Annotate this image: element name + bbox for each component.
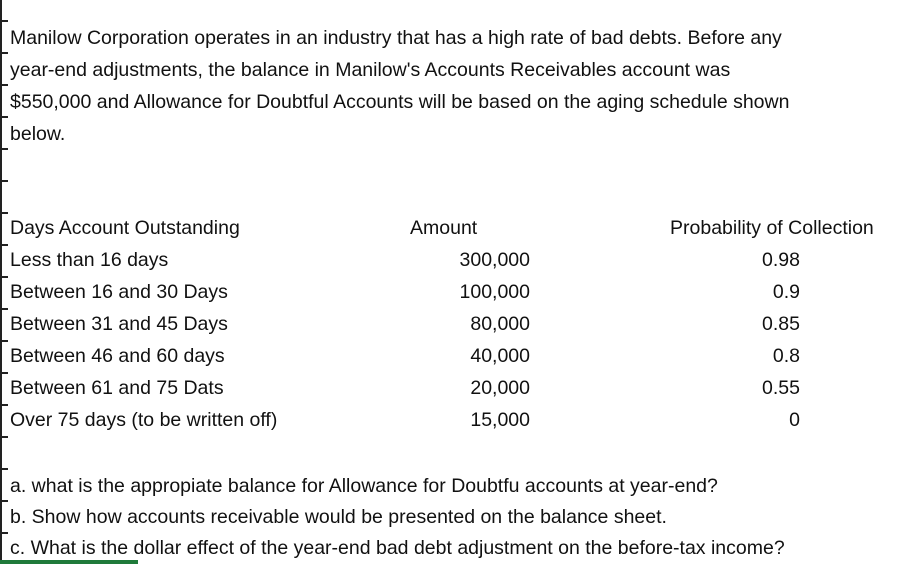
row-days: Over 75 days (to be written off) [10, 409, 278, 431]
row-tick [0, 276, 8, 278]
row-amount: 80,000 [470, 313, 530, 335]
row-probability: 0.8 [772, 345, 800, 367]
table-row [10, 404, 915, 436]
selected-cell-indicator [0, 560, 138, 564]
intro-line: below. [10, 123, 66, 145]
row-days: Between 16 and 30 Days [10, 281, 228, 303]
row-tick [0, 436, 8, 438]
row-days: Between 46 and 60 days [10, 345, 225, 367]
row-tick [0, 340, 8, 342]
row-tick [0, 148, 8, 150]
row-amount: 40,000 [470, 345, 530, 367]
table-row [10, 244, 915, 276]
row-probability: 0.9 [772, 281, 800, 303]
table-row [10, 340, 915, 372]
table-row [10, 372, 915, 404]
row-amount: 300,000 [459, 249, 530, 271]
row-tick [0, 180, 8, 182]
question-a: a. what is the appropiate balance for Allowance for Doubtfu accounts at year-end? [10, 475, 718, 497]
row-probability: 0.55 [762, 377, 800, 399]
row-days: Between 31 and 45 Days [10, 313, 228, 335]
row-tick [0, 468, 8, 470]
row-tick [0, 84, 8, 86]
header-days: Days Account Outstanding [10, 217, 240, 239]
row-tick [0, 244, 8, 246]
row-tick [0, 20, 8, 22]
row-days: Between 61 and 75 Dats [10, 377, 224, 399]
intro-line: year-end adjustments, the balance in Manilow's Accounts Receivables account was [10, 59, 731, 81]
intro-line: $550,000 and Allowance for Doubtful Accounts will be based on the aging schedule shown [10, 91, 790, 113]
row-amount: 100,000 [459, 281, 530, 303]
aging-table-header [10, 212, 915, 244]
row-tick [0, 308, 8, 310]
row-probability: 0 [789, 409, 800, 431]
row-probability: 0.85 [762, 313, 800, 335]
row-tick [0, 52, 8, 54]
header-amount: Amount [410, 217, 478, 239]
row-days: Less than 16 days [10, 249, 169, 271]
row-tick [0, 500, 8, 502]
table-row [10, 308, 915, 340]
row-tick [0, 532, 8, 534]
row-tick [0, 404, 8, 406]
question-c: c. What is the dollar effect of the year-end bad debt adjustment on the before-tax income? [10, 537, 785, 559]
row-probability: 0.98 [762, 249, 800, 271]
row-amount: 15,000 [470, 409, 530, 431]
row-tick [0, 212, 8, 214]
row-amount: 20,000 [470, 377, 530, 399]
intro-line: Manilow Corporation operates in an industry that has a high rate of bad debts. Before any [10, 27, 782, 49]
row-tick [0, 116, 8, 118]
intro-paragraph [10, 22, 910, 150]
header-probability: Probability of Collection [670, 217, 874, 239]
table-row [10, 276, 915, 308]
question-b: b. Show how accounts receivable would be presented on the balance sheet. [10, 506, 667, 528]
row-tick [0, 372, 8, 374]
